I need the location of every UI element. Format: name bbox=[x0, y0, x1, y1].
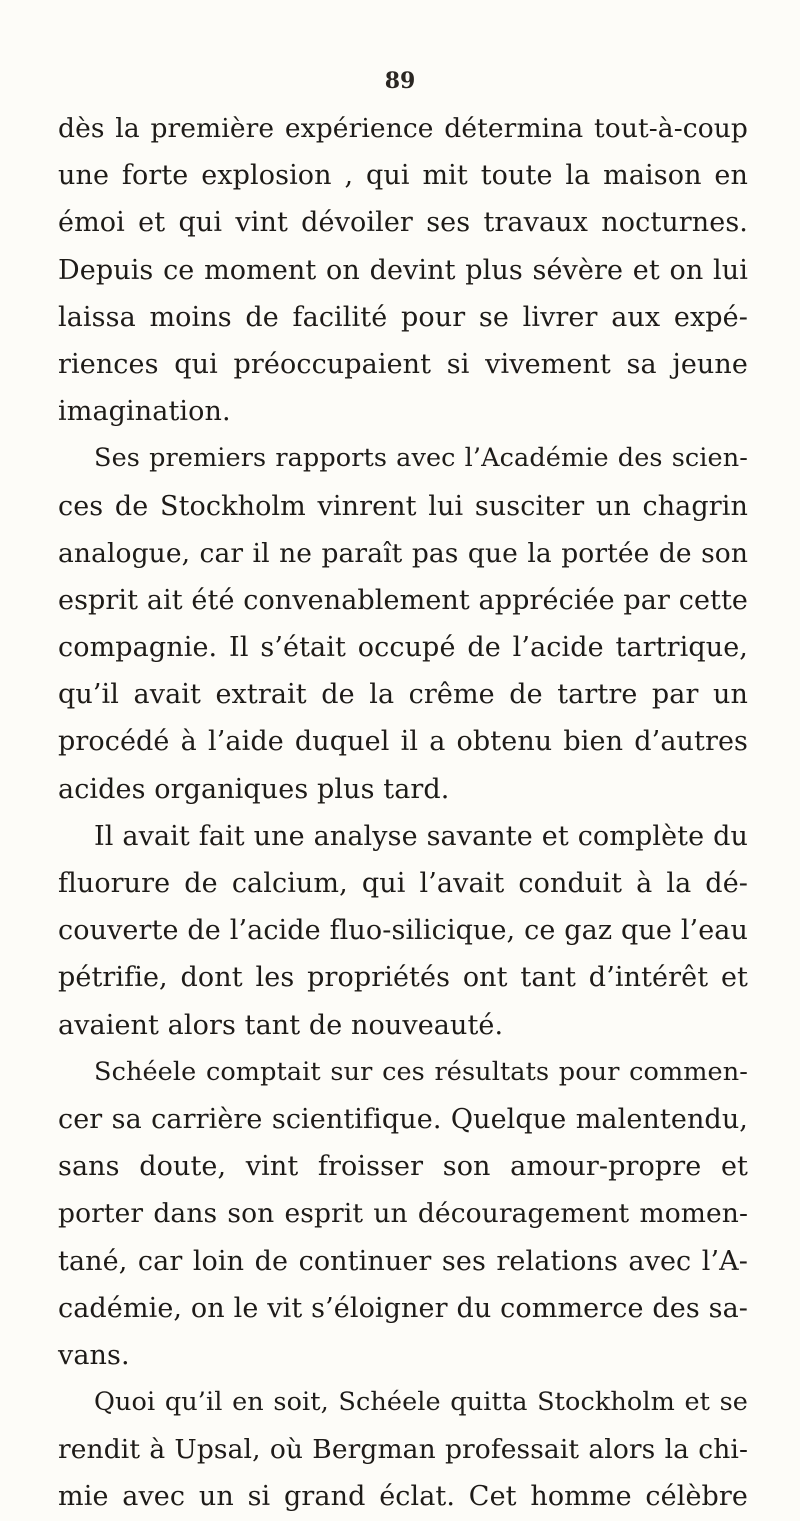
text-line: Schéele comptait sur ces résultats pour commen- bbox=[94, 1056, 748, 1087]
text-line: une forte explosion , qui mit toute la maison en bbox=[58, 160, 748, 192]
page-number: 89 bbox=[384, 68, 416, 94]
text-line: émoi et qui vint dévoiler ses travaux nocturnes. bbox=[58, 207, 748, 239]
text-line: cadémie, on le vit s’éloigner du commerce des sa- bbox=[58, 1292, 748, 1324]
text-line: vans. bbox=[58, 1339, 130, 1371]
text-line: acides organiques plus tard. bbox=[58, 773, 450, 805]
text-line: fluorure de calcium, qui l’avait conduit à la dé- bbox=[58, 868, 748, 899]
text-line: porter dans son esprit un découragement momen- bbox=[58, 1198, 748, 1230]
text-line: couverte de l’acide fluo-silicique, ce gaz que l’eau bbox=[58, 915, 748, 947]
text-line: pétrifie, dont les propriétés ont tant d’intérêt et bbox=[58, 962, 748, 994]
text-line: dès la première expérience détermina tout-à-coup bbox=[58, 113, 748, 144]
text-line: riences qui préoccupaient si vivement sa jeune bbox=[58, 348, 748, 380]
text-line: Depuis ce moment on devint plus sévère et on lui bbox=[58, 254, 748, 286]
text-line: laissa moins de facilité pour se livrer aux expé- bbox=[58, 301, 748, 333]
text-line: Ses premiers rapports avec l’Académie des scien- bbox=[94, 443, 748, 474]
text-line: ces de Stockholm vinrent lui susciter un chagrin bbox=[58, 490, 748, 522]
text-line: analogue, car il ne paraît pas que la portée de son bbox=[58, 537, 748, 569]
text-line: compagnie. Il s’était occupé de l’acide tartrique, bbox=[58, 632, 748, 664]
body-text bbox=[58, 105, 748, 1521]
text-line: imagination. bbox=[58, 396, 231, 428]
text-line: tané, car loin de continuer ses relations avec l’A- bbox=[58, 1245, 748, 1277]
text-line: sans doute, vint froisser son amour-propre et bbox=[58, 1151, 748, 1183]
text-line: mie avec un si grand éclat. Cet homme célèbre bbox=[58, 1481, 748, 1513]
text-line: procédé à l’aide duquel il a obtenu bien d’autres bbox=[58, 726, 748, 758]
text-line: rendit à Upsal, où Bergman professait alors la chi- bbox=[58, 1434, 748, 1466]
text-line: cer sa carrière scientifique. Quelque malentendu, bbox=[58, 1103, 748, 1135]
text-line: esprit ait été convenablement appréciée par cette bbox=[58, 584, 748, 616]
text-line: qu’il avait extrait de la crême de tartre par un bbox=[58, 679, 748, 711]
text-line: avaient alors tant de nouveauté. bbox=[58, 1009, 504, 1041]
text-line: Quoi qu’il en soit, Schéele quitta Stockholm et se bbox=[94, 1387, 748, 1418]
text-line: Il avait fait une analyse savante et complète du bbox=[94, 820, 748, 852]
